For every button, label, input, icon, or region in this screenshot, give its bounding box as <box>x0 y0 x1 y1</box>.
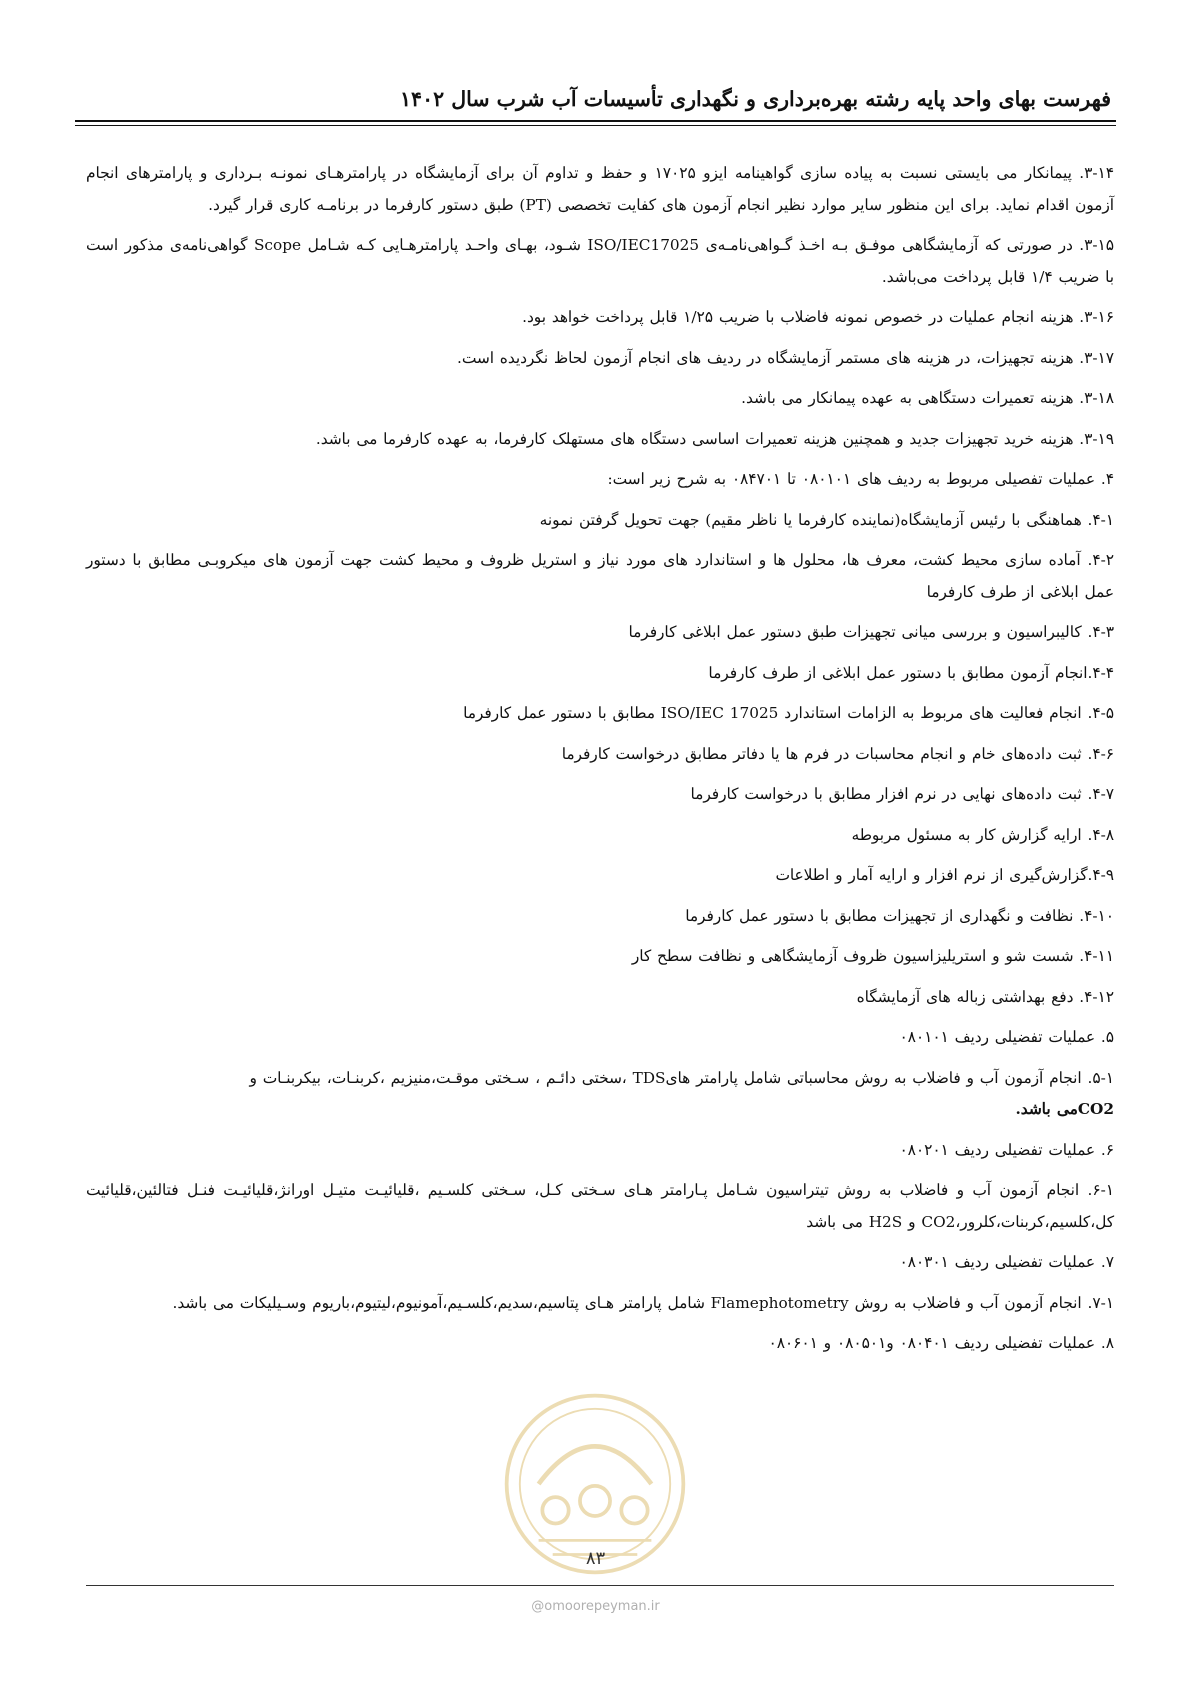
paragraph-4-9: ۴-۹.گزارش‌گیری از نرم افزار و ارایه آمار و اطلاعات <box>775 866 1114 884</box>
paragraph-4: ۴. عملیات تفصیلی مربوط به ردیف های ۰۸۰۱۰۱ تا ۰۸۴۷۰۱ به شرح زیر است: <box>607 470 1114 488</box>
paragraph-4-11: ۴-۱۱. شست شو و استریلیزاسیون ظروف آزمایشگاهی و نظافت سطح کار <box>631 947 1114 965</box>
paragraph-3-17: ۳-۱۷. هزینه تجهیزات، در هزینه های مستمر آزمایشگاه در ردیف های انجام آزمون لحاظ نگردیده است. <box>457 348 1114 367</box>
paragraph-6-1: ۶-۱. انجام آزمون آب و فاضلاب به روش تیتراسیون شـامل پـارامتر هـای سـختی کـل، سـختی کلسـیم ،قلیائیـت متیـل اورانژ،قلیائیـت فنـل فتالئین،قلیائیت کل،کلسیم،کربنات،کلرور،CO2 و H2S می باشد <box>86 1181 1114 1231</box>
paragraph-6: ۶. عملیات تفضیلی ردیف ۰۸۰۲۰۱ <box>899 1140 1114 1159</box>
document-body <box>86 158 1114 1369</box>
paragraph-4-6: ۴-۶. ثبت داده‌های خام و انجام محاسبات در فرم ها یا دفاتر مطابق درخواست کارفرما <box>561 744 1114 763</box>
paragraph-3-19: ۳-۱۹. هزینه خرید تجهیزات جدید و همچنین هزینه تعمیرات اساسی دستگاه های مستهلک کارفرما، به عهده کارفرما می باشد. <box>315 429 1114 448</box>
paragraph-8: ۸. عملیات تفضیلی ردیف ۰۸۰۴۰۱ و۰۸۰۵۰۱ و ۰۸۰۶۰۱ <box>768 1334 1114 1352</box>
page-number: ۸۳ <box>585 1548 606 1569</box>
paragraph-4-7: ۴-۷. ثبت داده‌های نهایی در نرم افزار مطابق با درخواست کارفرما <box>690 785 1114 803</box>
paragraph-4-4: ۴-۴.انجام آزمون مطابق با دستور عمل ابلاغی از طرف کارفرما <box>708 663 1114 682</box>
paragraph-4-3: ۴-۳. کالیبراسیون و بررسی میانی تجهیزات طبق دستور عمل ابلاغی کارفرما <box>628 623 1114 641</box>
paragraph-3-18: ۳-۱۸. هزینه تعمیرات دستگاهی به عهده پیمانکار می باشد. <box>741 389 1114 407</box>
paragraph-3-16: ۳-۱۶. هزینه انجام عملیات در خصوص نمونه فاضلاب با ضریب ۱/۲۵ قابل پرداخت خواهد بود. <box>522 308 1114 326</box>
paragraph-5-1: ۵-۱. انجام آزمون آب و فاضلاب به روش محاسباتی شامل پارامتر هایTDS ،سختی دائـم ، سـختی موقـت،منیزیم ،کربنـات، بیکربنـات و <box>249 1068 1114 1087</box>
paragraph-7: ۷. عملیات تفضیلی ردیف ۰۸۰۳۰۱ <box>899 1253 1114 1271</box>
paragraph-4-10: ۴-۱۰. نظافت و نگهداری از تجهیزات مطابق با دستور عمل کارفرما <box>685 906 1114 925</box>
header-rule-thick <box>75 120 1116 122</box>
paragraph-4-1: ۴-۱. هماهنگی با رئیس آزمایشگاه(نماینده کارفرما یا ناظر مقیم) جهت تحویل گرفتن نمونه <box>539 510 1114 529</box>
paragraph-4-8: ۴-۸. ارایه گزارش کار به مسئول مربوطه <box>851 825 1114 844</box>
paragraph-5-1-tail: CO2می باشد. <box>1015 1100 1114 1118</box>
paragraph-7-1: ۷-۱. انجام آزمون آب و فاضلاب به روش Flamephotometry شامل پارامتر هـای پتاسیم،سدیم،کلسـیم،آمونیوم،لیتیوم،باریوم وسـیلیکات می باشد. <box>172 1293 1114 1312</box>
footer-rule <box>86 1585 1114 1586</box>
paragraph-4-2: ۴-۲. آماده سازی محیط کشت، معرف ها، محلول ها و استاندارد های مورد نیاز و استریل ظروف و محیط کشت جهت آزمون های میکروبـی مطابق با دستور عمل ابلاغی از طرف کارفرما <box>86 551 1114 601</box>
site-credit: @omoorepeyman.ir <box>531 1599 660 1614</box>
page-header-title: فهرست بهای واحد پایه رشته بهره‌برداری و نگهداری تأسیسات آب شرب سال ۱۴۰۲ <box>400 87 1111 111</box>
paragraph-3-14: ۳-۱۴. پیمانکار می بایستی نسبت به پیاده سازی گواهینامه ایزو ۱۷۰۲۵ و حفظ و تداوم آن برای آزمایشگاه در پارامترهـای نمونـه بـرداری و پارامترهای انجام آزمون اقدام نماید. برای این منظور سایر موارد نظیر انجام آزمون های کفایت تخصصی (PT) طبق دستور کارفرما در برنامـه کاری قرار گیرد. <box>86 164 1114 214</box>
paragraph-3-15: ۳-۱۵. در صورتی که آزمایشگاهی موفـق بـه اخـذ گـواهی‌نامـه‌ی ISO/IEC17025 شـود، بهـای واحـد پارامترهـایی کـه شـامل Scope گواهی‌نامه‌ی مذکور است با ضریب ۱/۴ قابل پرداخت می‌باشد. <box>86 236 1114 286</box>
paragraph-4-5: ۴-۵. انجام فعالیت های مربوط به الزامات استاندارد ISO/IEC 17025 مطابق با دستور عمل کارفرما <box>463 704 1114 722</box>
header-rule-thin <box>75 125 1116 126</box>
paragraph-5: ۵. عملیات تفضیلی ردیف ۰۸۰۱۰۱ <box>899 1028 1114 1046</box>
paragraph-4-12: ۴-۱۲. دفع بهداشتی زباله های آزمایشگاه <box>856 987 1114 1006</box>
